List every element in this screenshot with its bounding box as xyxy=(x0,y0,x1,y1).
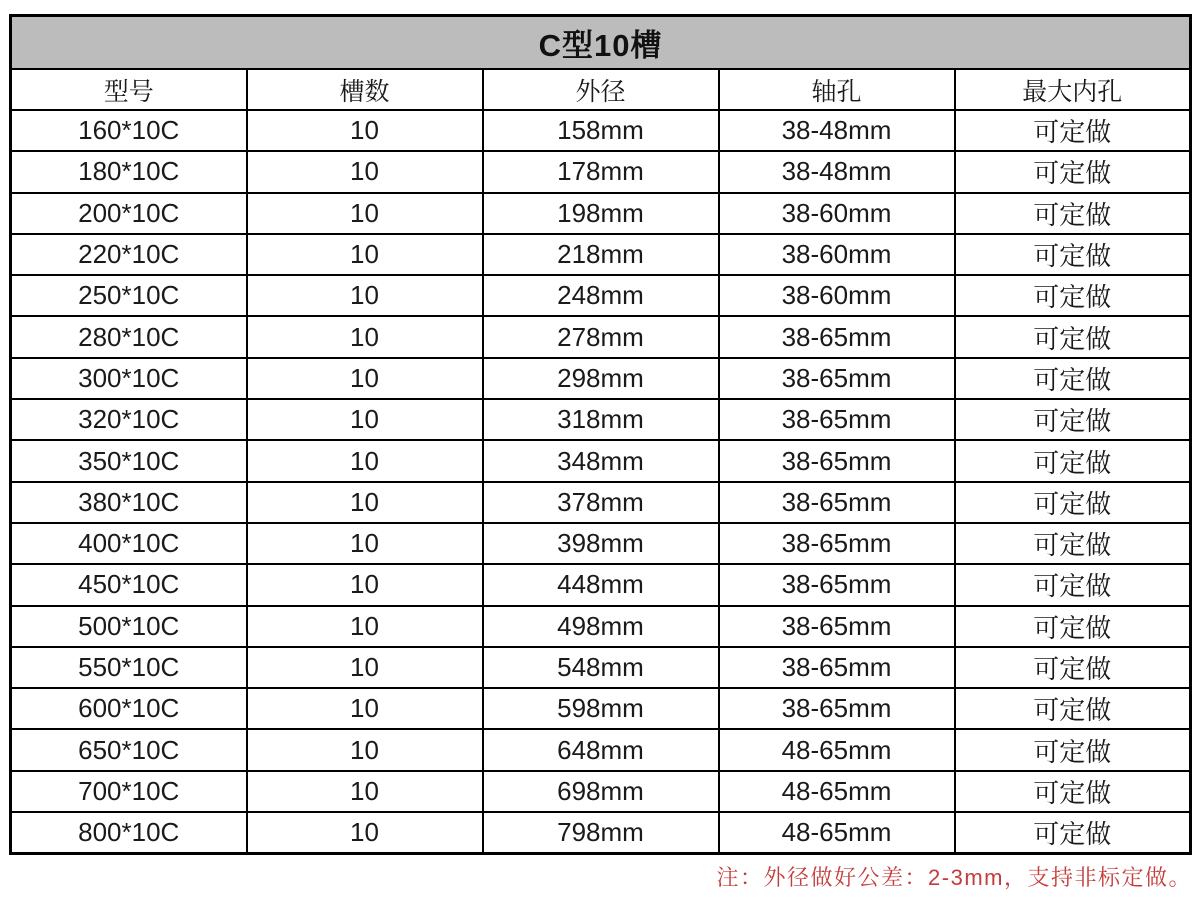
table-cell: 38-65mm xyxy=(719,606,955,647)
table-cell: 250*10C xyxy=(11,275,247,316)
table-cell: 158mm xyxy=(483,110,719,151)
table-cell: 10 xyxy=(247,151,483,192)
table-cell: 38-65mm xyxy=(719,564,955,605)
table-cell: 可定做 xyxy=(955,482,1191,523)
table-header-row xyxy=(11,69,1191,110)
table-cell: 218mm xyxy=(483,234,719,275)
table-row xyxy=(11,771,1191,812)
table-cell: 648mm xyxy=(483,729,719,770)
table-cell: 698mm xyxy=(483,771,719,812)
table-row xyxy=(11,193,1191,234)
table-row xyxy=(11,812,1191,854)
table-cell: 550*10C xyxy=(11,647,247,688)
table-cell: 378mm xyxy=(483,482,719,523)
table-cell: 38-65mm xyxy=(719,399,955,440)
table-row xyxy=(11,440,1191,481)
table-cell: 198mm xyxy=(483,193,719,234)
table-cell: 398mm xyxy=(483,523,719,564)
table-cell: 318mm xyxy=(483,399,719,440)
table-cell: 48-65mm xyxy=(719,771,955,812)
spec-table xyxy=(9,14,1192,855)
table-cell: 448mm xyxy=(483,564,719,605)
table-cell: 10 xyxy=(247,193,483,234)
table-cell: 10 xyxy=(247,482,483,523)
table-cell: 10 xyxy=(247,729,483,770)
table-cell: 10 xyxy=(247,399,483,440)
table-cell: 可定做 xyxy=(955,316,1191,357)
table-row xyxy=(11,688,1191,729)
table-cell: 10 xyxy=(247,688,483,729)
table-cell: 38-60mm xyxy=(719,275,955,316)
table-cell: 38-65mm xyxy=(719,523,955,564)
table-cell: 可定做 xyxy=(955,234,1191,275)
table-body xyxy=(11,110,1191,854)
table-cell: 220*10C xyxy=(11,234,247,275)
table-cell: 348mm xyxy=(483,440,719,481)
table-row xyxy=(11,564,1191,605)
table-cell: 10 xyxy=(247,771,483,812)
table-cell: 可定做 xyxy=(955,275,1191,316)
table-cell: 38-65mm xyxy=(719,440,955,481)
table-cell: 160*10C xyxy=(11,110,247,151)
table-cell: 可定做 xyxy=(955,151,1191,192)
column-header: 最大内孔 xyxy=(955,69,1191,110)
table-cell: 10 xyxy=(247,316,483,357)
table-row xyxy=(11,729,1191,770)
table-cell: 598mm xyxy=(483,688,719,729)
table-cell: 10 xyxy=(247,440,483,481)
table-cell: 可定做 xyxy=(955,564,1191,605)
table-row xyxy=(11,151,1191,192)
table-cell: 可定做 xyxy=(955,812,1191,854)
table-cell: 700*10C xyxy=(11,771,247,812)
spec-table-head xyxy=(11,16,1191,111)
table-cell: 180*10C xyxy=(11,151,247,192)
table-row xyxy=(11,358,1191,399)
footnote: 注：外径做好公差：2-3mm，支持非标定做。 xyxy=(716,865,1192,890)
table-cell: 600*10C xyxy=(11,688,247,729)
table-cell: 10 xyxy=(247,606,483,647)
table-cell: 548mm xyxy=(483,647,719,688)
table-cell: 可定做 xyxy=(955,606,1191,647)
table-cell: 10 xyxy=(247,564,483,605)
table-cell: 38-65mm xyxy=(719,316,955,357)
table-cell: 38-60mm xyxy=(719,234,955,275)
table-cell: 可定做 xyxy=(955,688,1191,729)
table-cell: 10 xyxy=(247,110,483,151)
table-cell: 可定做 xyxy=(955,523,1191,564)
table-cell: 10 xyxy=(247,358,483,399)
table-cell: 450*10C xyxy=(11,564,247,605)
table-row xyxy=(11,606,1191,647)
column-header: 槽数 xyxy=(247,69,483,110)
table-cell: 248mm xyxy=(483,275,719,316)
table-cell: 10 xyxy=(247,234,483,275)
table-cell: 298mm xyxy=(483,358,719,399)
table-cell: 可定做 xyxy=(955,358,1191,399)
table-cell: 500*10C xyxy=(11,606,247,647)
table-row xyxy=(11,647,1191,688)
column-header: 轴孔 xyxy=(719,69,955,110)
table-cell: 可定做 xyxy=(955,193,1191,234)
table-cell: 650*10C xyxy=(11,729,247,770)
column-header: 外径 xyxy=(483,69,719,110)
table-cell: 10 xyxy=(247,647,483,688)
table-cell: 320*10C xyxy=(11,399,247,440)
table-row xyxy=(11,316,1191,357)
table-cell: 800*10C xyxy=(11,812,247,854)
table-row xyxy=(11,275,1191,316)
table-cell: 38-48mm xyxy=(719,110,955,151)
table-row xyxy=(11,234,1191,275)
table-cell: 10 xyxy=(247,812,483,854)
table-cell: 可定做 xyxy=(955,729,1191,770)
table-cell: 可定做 xyxy=(955,440,1191,481)
table-row xyxy=(11,399,1191,440)
table-cell: 798mm xyxy=(483,812,719,854)
table-cell: 300*10C xyxy=(11,358,247,399)
table-cell: 380*10C xyxy=(11,482,247,523)
table-cell: 10 xyxy=(247,275,483,316)
table-cell: 498mm xyxy=(483,606,719,647)
table-cell: 400*10C xyxy=(11,523,247,564)
table-cell: 48-65mm xyxy=(719,729,955,770)
table-cell: 38-65mm xyxy=(719,688,955,729)
table-cell: 278mm xyxy=(483,316,719,357)
table-row xyxy=(11,110,1191,151)
table-cell: 可定做 xyxy=(955,647,1191,688)
table-cell: 可定做 xyxy=(955,771,1191,812)
table-cell: 350*10C xyxy=(11,440,247,481)
table-cell: 178mm xyxy=(483,151,719,192)
column-header: 型号 xyxy=(11,69,247,110)
table-cell: 10 xyxy=(247,523,483,564)
table-cell: 可定做 xyxy=(955,399,1191,440)
table-cell: 280*10C xyxy=(11,316,247,357)
table-cell: 38-65mm xyxy=(719,647,955,688)
table-cell: 38-48mm xyxy=(719,151,955,192)
table-title: C型10槽 xyxy=(11,16,1191,70)
table-cell: 38-65mm xyxy=(719,482,955,523)
table-cell: 38-60mm xyxy=(719,193,955,234)
table-title-row xyxy=(11,16,1191,70)
table-cell: 200*10C xyxy=(11,193,247,234)
table-cell: 48-65mm xyxy=(719,812,955,854)
table-cell: 38-65mm xyxy=(719,358,955,399)
table-row xyxy=(11,482,1191,523)
table-row xyxy=(11,523,1191,564)
table-cell: 可定做 xyxy=(955,110,1191,151)
